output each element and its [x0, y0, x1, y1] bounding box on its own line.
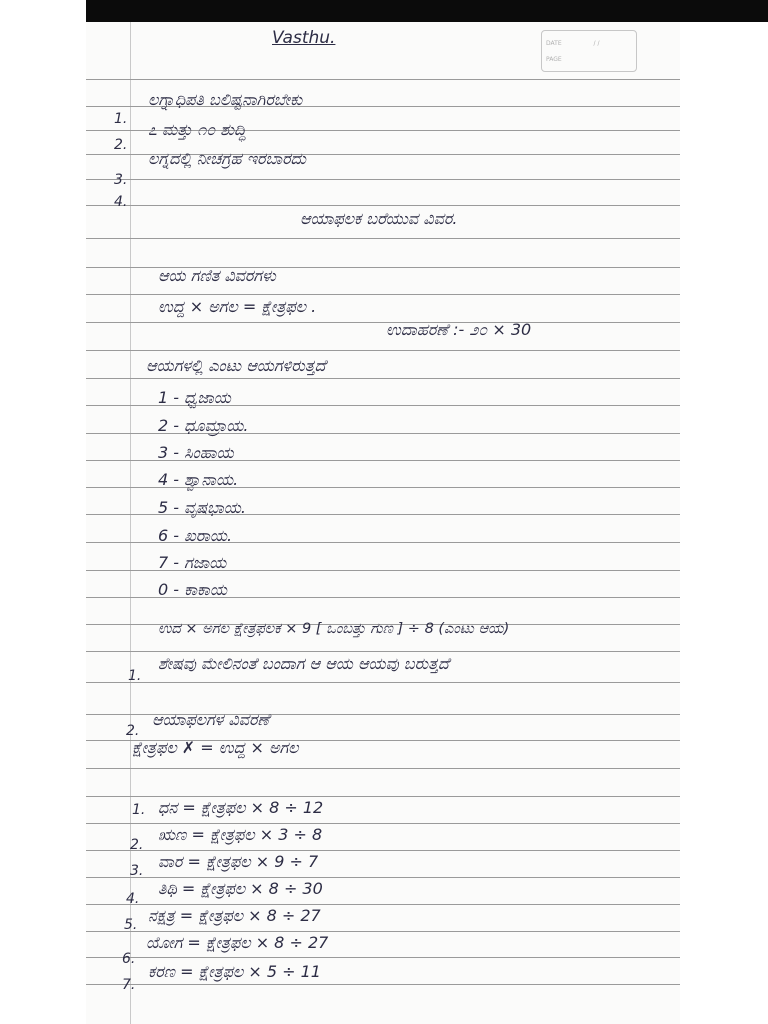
item-number: 2.: [126, 723, 140, 739]
aya-item: 5 - ವೃಷಭಾಯ.: [158, 498, 246, 517]
intro-line: ಆಯಗಳಲ್ಲಿ ಎಂಟು ಆಯಗಳಿರುತ್ತದೆ: [146, 356, 326, 375]
ruled-line: [86, 79, 680, 80]
page-title: Vasthu.: [272, 28, 336, 48]
example-line: ಉದಾಹರಣೆ :- ೨೦ × 30: [386, 320, 532, 339]
ruled-line: [86, 238, 680, 239]
item-number: 3.: [114, 172, 128, 188]
section-heading: ಆಯಾಫಲಕ ಬರೆಯುವ ವಿವರ.: [300, 209, 458, 228]
formula-line: ಉದ × ಅಗಲ ಕ್ಷೇತ್ರಫಲಕ × 9 [ ಒಂಬತ್ತು ಗುಣ ] ÷ 8 (ಎಂಟು ಆಯ): [158, 621, 510, 637]
item-number: 2.: [114, 137, 128, 153]
date-label: DATE / /: [546, 40, 600, 47]
calc-line: ಯೋಗ = ಕ್ಷೇತ್ರಫಲ × 8 ÷ 27: [146, 933, 329, 952]
item-number: 1.: [114, 111, 128, 127]
ruled-line: [86, 823, 680, 824]
calc-line: ಕರಣ = ಕ್ಷೇತ್ರಫಲ × 5 ÷ 11: [148, 962, 321, 981]
note-line: ಆಯಾಫಲಗಳ ವಿವರಣೆ: [152, 710, 270, 729]
aya-item: 6 - ಖರಾಯ.: [158, 526, 233, 545]
ruled-line: [86, 796, 680, 797]
list-item: ಲಗ್ನಾಧಿಪತಿ ಬಲಿಷ್ಟನಾಗಿರಬೇಕು: [148, 90, 303, 109]
note-line: ಕ್ಷೇತ್ರಫಲ ✗ = ಉದ್ದ × ಅಗಲ: [132, 738, 299, 757]
calc-number: 5.: [124, 917, 138, 933]
ruled-line: [86, 768, 680, 769]
calc-line: ಋಣ = ಕ್ಷೇತ್ರಫಲ × 3 ÷ 8: [158, 825, 323, 844]
calc-number: 7.: [122, 977, 136, 993]
calc-number: 6.: [122, 951, 136, 967]
sub-heading: ಆಯ ಗಣಿತ ವಿವರಗಳು: [158, 266, 276, 285]
aya-item: 7 - ಗಜಾಯ: [158, 553, 227, 572]
ruled-line: [86, 205, 680, 206]
calc-line: ವಾರ = ಕ್ಷೇತ್ರಫಲ × 9 ÷ 7: [158, 852, 319, 871]
ruled-line: [86, 931, 680, 932]
ruled-line: [86, 179, 680, 180]
aya-item: 1 - ಧ್ವಜಾಯ: [158, 388, 231, 407]
scan-edge-shadow: [86, 0, 768, 22]
calc-number: 3.: [130, 863, 144, 879]
ruled-line: [86, 904, 680, 905]
calc-number: 4.: [126, 891, 140, 907]
calc-number: 2.: [130, 837, 144, 853]
note-line: ಶೇಷವು ಮೇಲಿನಂತೆ ಬಂದಾಗ ಆ ಆಯ ಆಯವು ಬರುತ್ತದೆ: [158, 654, 449, 673]
item-number: 1.: [128, 668, 142, 684]
ruled-line: [86, 850, 680, 851]
aya-item: 4 - ಶ್ವಾನಾಯ.: [158, 470, 239, 489]
date-box: [541, 30, 637, 72]
aya-item: 3 - ಸಿಂಹಾಯ: [158, 443, 234, 462]
calc-line: ಧನ = ಕ್ಷೇತ್ರಫಲ × 8 ÷ 12: [158, 798, 324, 817]
ruled-line: [86, 957, 680, 958]
ruled-line: [86, 651, 680, 652]
ruled-line: [86, 682, 680, 683]
aya-item: 2 - ಧೂಮ್ರಾಯ.: [158, 416, 249, 435]
ruled-line: [86, 984, 680, 985]
aya-item: 0 - ಕಾಕಾಯ: [158, 580, 227, 599]
ruled-line: [86, 378, 680, 379]
ruled-line: [86, 350, 680, 351]
calc-line: ನಕ್ಷತ್ರ = ಕ್ಷೇತ್ರಫಲ × 8 ÷ 27: [148, 906, 321, 925]
item-number: 4.: [114, 194, 128, 210]
page-label: PAGE: [546, 56, 562, 63]
calc-number: 1.: [132, 802, 146, 818]
list-item: ೭ ಮತ್ತು ೧೦ ಶುದ್ಧಿ: [148, 120, 246, 139]
formula-line: ಉದ್ದ × ಅಗಲ = ಕ್ಷೇತ್ರಫಲ .: [158, 297, 317, 316]
calc-line: ತಿಥಿ = ಕ್ಷೇತ್ರಫಲ × 8 ÷ 30: [158, 879, 323, 898]
ruled-line: [86, 877, 680, 878]
ruled-line: [86, 294, 680, 295]
notebook-page: [86, 22, 680, 1024]
list-item: ಲಗ್ನದಲ್ಲಿ ನೀಚಗ್ರಹ ಇರಬಾರದು: [148, 149, 306, 168]
ruled-line: [86, 322, 680, 323]
